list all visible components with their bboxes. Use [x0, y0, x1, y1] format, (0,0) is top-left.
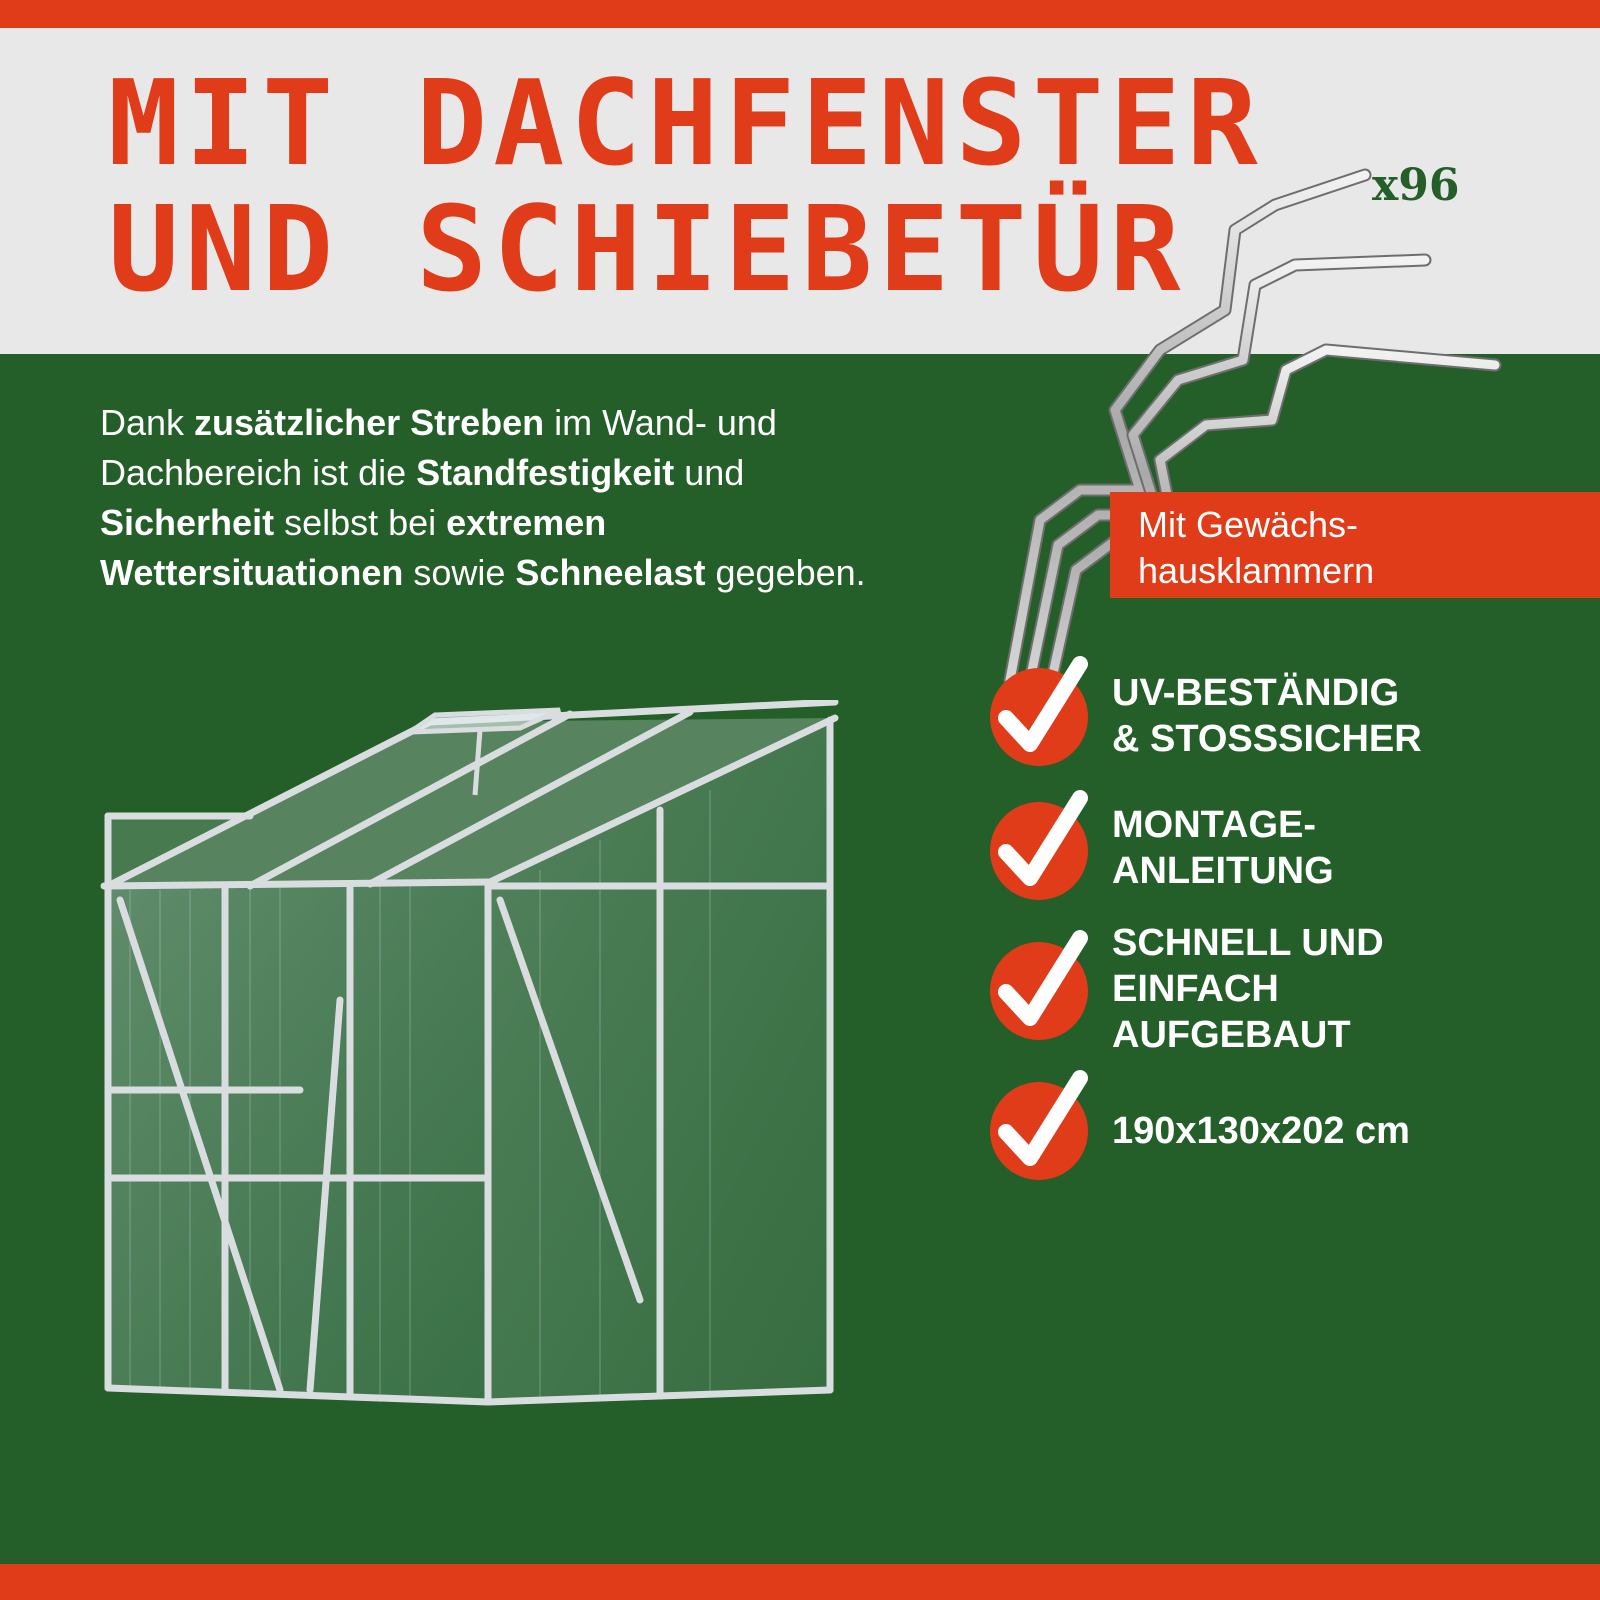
- clamp-count: x96: [1372, 160, 1460, 211]
- bottom-accent-bar: [0, 1564, 1600, 1600]
- description-segment: und: [674, 452, 745, 493]
- headline-line-1: MIT DACHFENSTER: [108, 54, 1264, 192]
- checkmark-icon: [990, 1082, 1088, 1180]
- feature-label-line: ANLEITUNG: [1112, 850, 1334, 892]
- description-segment: gegeben.: [705, 552, 866, 593]
- checkmark-icon: [990, 668, 1088, 766]
- feature-label: [1112, 920, 1384, 1058]
- feature-label: [1112, 802, 1334, 894]
- headline-line-2: UND SCHIEBETÜR: [108, 180, 1187, 318]
- feature-label: [1112, 670, 1422, 762]
- feature-label: [1112, 1108, 1410, 1154]
- description-segment: sowie: [403, 552, 516, 593]
- description-highlight: Sicherheit: [100, 502, 275, 543]
- description-segment: Dank: [100, 402, 195, 443]
- feature-label-line: AUFGEBAUT: [1112, 1014, 1351, 1056]
- description-highlight: Standfestigkeit: [416, 452, 675, 493]
- description-highlight: zusätzlicher Streben: [194, 402, 545, 443]
- description-segment: selbst bei: [274, 502, 447, 543]
- top-accent-bar: [0, 0, 1600, 28]
- clamp-badge-line-1: Mit Gewächs-: [1138, 504, 1359, 545]
- description-highlight: extremen Wettersituationen: [100, 502, 607, 593]
- description-text: [100, 398, 880, 598]
- description-segment: im Wand- und Dachbereich ist die: [100, 402, 777, 493]
- clamp-badge-line-2: hausklammern: [1138, 550, 1375, 591]
- feature-label-line: MONTAGE-: [1112, 804, 1317, 846]
- feature-label-line: UV-BESTÄNDIG: [1112, 672, 1400, 714]
- greenhouse-clamp-icon: [870, 160, 1530, 750]
- feature-label-line: 190x130x202 cm: [1112, 1110, 1410, 1152]
- feature-label-line: SCHNELL UND: [1112, 922, 1384, 964]
- feature-label-line: & STOSSSICHER: [1112, 718, 1422, 760]
- clamp-badge: [1110, 492, 1600, 598]
- lean-to-greenhouse-illustration: [100, 700, 860, 1440]
- description-highlight: Schneelast: [515, 552, 706, 593]
- checkmark-icon: [990, 942, 1088, 1040]
- feature-label-line: EINFACH: [1112, 968, 1279, 1010]
- checkmark-icon: [990, 802, 1088, 900]
